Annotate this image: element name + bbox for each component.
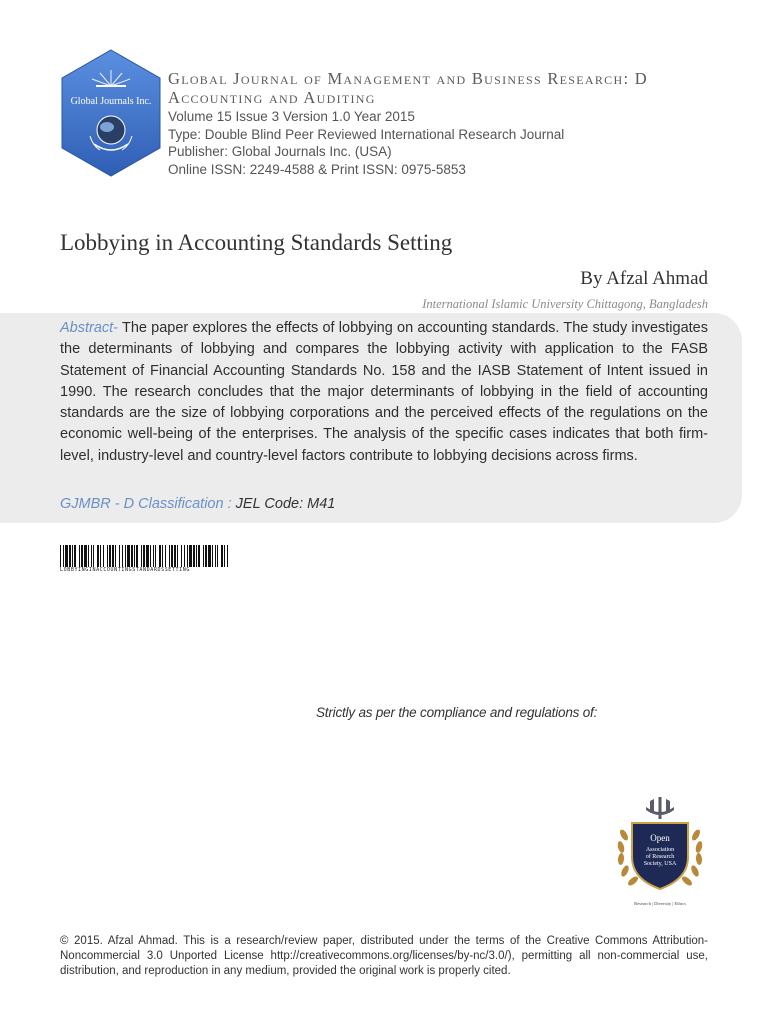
- emblem-line-1: Open: [650, 833, 670, 843]
- barcode-bar: [65, 545, 68, 567]
- barcode-bar: [136, 545, 138, 567]
- journal-logo: [60, 48, 162, 178]
- emblem-line-4: Society, USA: [643, 861, 677, 867]
- barcode-bar: [224, 545, 225, 567]
- barcode-bar: [193, 545, 195, 567]
- barcode-bar: [153, 545, 154, 567]
- abstract-label: Abstract-: [60, 320, 119, 336]
- paper-title: Lobbying in Accounting Standards Setting: [60, 230, 453, 255]
- oars-emblem: [610, 795, 710, 907]
- barcode-bar: [115, 545, 116, 567]
- journal-title: [168, 69, 728, 107]
- barcode-bar: [97, 545, 99, 567]
- barcode-bar: [205, 545, 207, 567]
- barcode-bar: [177, 545, 178, 567]
- barcode-bar: [107, 545, 108, 567]
- journal-meta: [168, 108, 728, 178]
- emblem-line-3: of Research: [645, 854, 675, 860]
- issn-info: Online ISSN: 2249-4588 & Print ISSN: 0975-5853: [168, 161, 466, 177]
- emblem-line-2: Association: [645, 847, 675, 853]
- compliance-note: Strictly as per the compliance and regulations of:: [316, 705, 598, 720]
- classification: [60, 496, 708, 512]
- barcode-bar: [171, 545, 173, 567]
- author-name: By Afzal Ahmad: [580, 268, 708, 289]
- barcode-bar: [143, 545, 145, 567]
- journal-title-line-1: Global Journal of Management and Business Research: D: [168, 69, 648, 88]
- barcode-bar: [119, 545, 120, 567]
- barcode: [60, 545, 230, 567]
- barcode-bar: [93, 545, 94, 567]
- barcode-bar: [81, 545, 83, 567]
- barcode-caption: LOBBYINGINACCOUNTINGSTANDARDSSETTING: [60, 567, 190, 573]
- classification-label: GJMBR - D Classification :: [60, 496, 232, 512]
- barcode-bar: [189, 545, 192, 567]
- trident-icon: [646, 797, 674, 819]
- logo-text: Global Journals Inc.: [70, 96, 152, 107]
- barcode-bar: [221, 545, 223, 567]
- barcode-bar: [212, 545, 213, 567]
- barcode-bar: [63, 545, 64, 567]
- barcode-bar: [174, 545, 176, 567]
- barcode-bar: [112, 545, 114, 567]
- publisher-info: Publisher: Global Journals Inc. (USA): [168, 144, 392, 159]
- journal-title-line-2: Accounting and Auditing: [168, 88, 376, 107]
- barcode-bar: [165, 545, 166, 567]
- author-affiliation: International Islamic University Chittagong, Bangladesh: [422, 297, 708, 311]
- barcode-bar: [74, 545, 76, 567]
- barcode-bar: [184, 545, 185, 567]
- abstract-body: The paper explores the effects of lobbying on accounting standards. The study investigates the determinants of lobbying and compares the lobbying activity with application to the FASB Statement of Financial Accounting Standards No. 158 and the IASB Statement of Intent issued in 1990. The research concludes that the major determinants of lobbying in the field of accounting standards are the size of lobbying corporations and the perceived effects of the regulations on the economic well-being of the enterprises. The analysis of the specific cases indicates that both firm-level, industry-level and country-level factors contribute to lobbying decisions across firms.: [60, 320, 708, 464]
- barcode-bar: [198, 545, 200, 567]
- barcode-bar: [103, 545, 104, 567]
- emblem-motto: Research | Diversity | Ethics: [634, 901, 686, 906]
- barcode-bar: [69, 545, 71, 567]
- abstract: [60, 318, 708, 467]
- barcode-bar: [181, 545, 182, 567]
- barcode-bar: [100, 545, 101, 567]
- volume-info: Volume 15 Issue 3 Version 1.0 Year 2015: [168, 109, 415, 124]
- barcode-bar: [203, 545, 204, 567]
- barcode-bar: [141, 545, 142, 567]
- classification-code: JEL Code: M41: [231, 496, 336, 512]
- barcode-bar: [196, 545, 197, 567]
- barcode-bar: [122, 545, 123, 567]
- barcode-bar: [155, 545, 156, 567]
- barcode-bar: [227, 545, 228, 567]
- barcode-bar: [88, 545, 89, 567]
- barcode-bar: [72, 545, 73, 567]
- journal-type: Type: Double Blind Peer Reviewed International Research Journal: [168, 126, 565, 142]
- barcode-bar: [60, 545, 61, 567]
- barcode-bar: [215, 545, 216, 567]
- barcode-bar: [208, 545, 211, 567]
- barcode-bar: [159, 545, 161, 567]
- barcode-bar: [109, 545, 111, 567]
- barcode-bar: [134, 545, 135, 567]
- barcode-bar: [79, 545, 80, 567]
- barcode-bar: [217, 545, 218, 567]
- barcode-bar: [187, 545, 188, 567]
- barcode-bar: [169, 545, 170, 567]
- barcode-bar: [84, 545, 87, 567]
- barcode-bar: [127, 545, 130, 567]
- barcode-bar: [162, 545, 163, 567]
- barcode-bar: [125, 545, 126, 567]
- barcode-bar: [150, 545, 151, 567]
- barcode-bar: [91, 545, 92, 567]
- barcode-bar: [131, 545, 133, 567]
- barcode-bar: [146, 545, 149, 567]
- license-text: © 2015. Afzal Ahmad. This is a research/review paper, distributed under the terms of the Creative Commons Attribution-Noncommercial 3.0 Unported License http://creativecommons.org/licenses/by-nc/3.0/), permitting all non-commercial use, distribution, and reproduction in any medium, provided the original work is properly cited.: [60, 935, 708, 978]
